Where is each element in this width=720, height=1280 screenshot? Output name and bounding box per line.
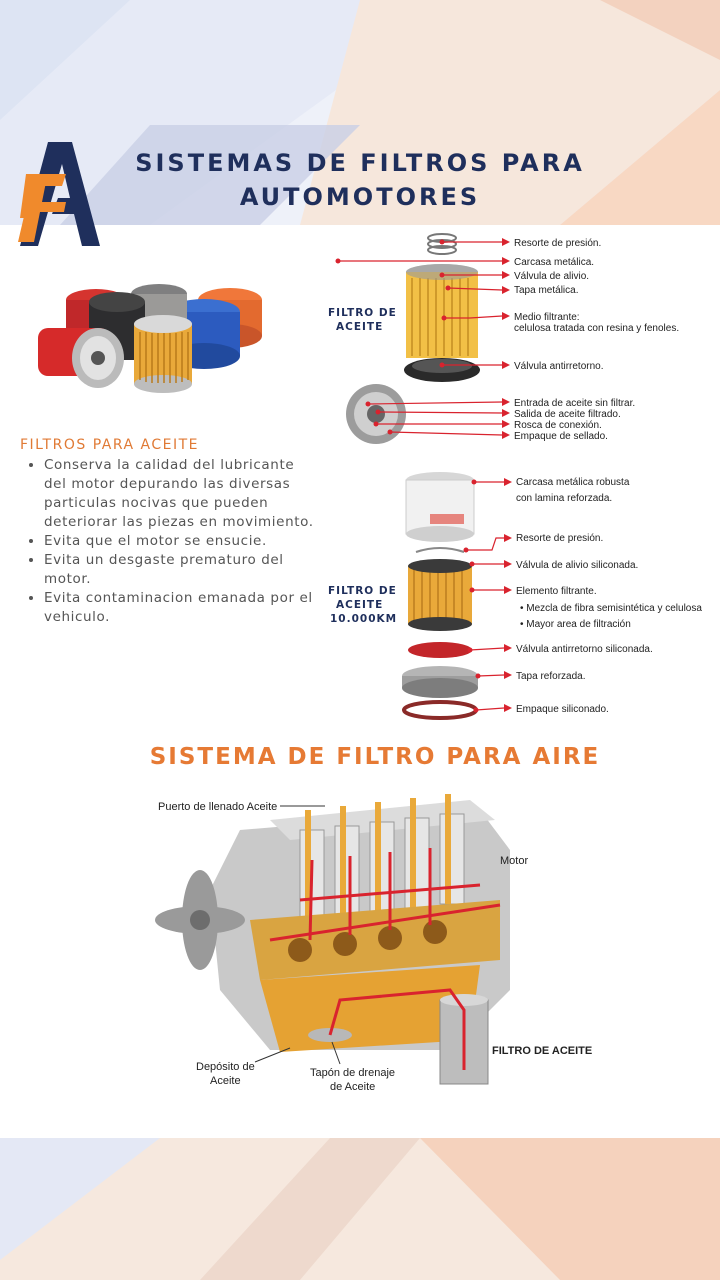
diagram-side-label: FILTRO DE	[328, 307, 397, 319]
diagram-label: Válvula antirretorno siliconada.	[516, 644, 653, 655]
diagram-label: Válvula antirretorno.	[514, 361, 604, 372]
title-line-2: AUTOMOTORES	[239, 183, 481, 211]
diagram-label: Entrada de aceite sin filtrar.	[514, 398, 636, 409]
diagram-label: Salida de aceite filtrado.	[514, 409, 621, 420]
diagram-label: Carcasa metálica.	[514, 257, 595, 268]
oil-filters-photo	[34, 272, 266, 396]
engine-label-fill-port: Puerto de llenado Aceite	[158, 801, 278, 813]
oil-filter-10k-diagram	[320, 466, 720, 728]
list-item: • Conserva la calidad del lubricante del motor depurando las diversas particulas nocivas que pueden deteriorar las piezas en movimiento.	[44, 456, 314, 532]
diagram-label: celulosa tratada con resina y fenoles.	[514, 323, 680, 334]
engine-label-deposit: Aceite	[210, 1075, 241, 1087]
diagram-label: Rosca de conexión.	[514, 420, 602, 431]
list-item: • Evita contaminacion emanada por el vehiculo.	[44, 589, 314, 627]
brand-logo	[18, 142, 100, 246]
diagram-label: Carcasa metálica robusta	[516, 477, 630, 488]
diagram-label: Válvula de alivio.	[514, 271, 590, 282]
diagram-label: con lamina reforzada.	[516, 493, 613, 504]
diagram-label: Elemento filtrante.	[516, 586, 597, 597]
diagram-label: Resorte de presión.	[514, 238, 602, 249]
diagram-side-label: 10.000KM	[330, 613, 398, 625]
diagram-label: Resorte de presión.	[516, 533, 604, 544]
diagram-label: Válvula de alivio siliconada.	[516, 560, 639, 571]
oil-filter-diagram	[320, 228, 720, 448]
title-line-1: SISTEMAS DE FILTROS PARA	[135, 149, 585, 177]
engine-label-oil-filter: FILTRO DE ACEITE	[492, 1045, 593, 1057]
list-item: • Evita un desgaste prematuro del motor.	[44, 551, 314, 589]
engine-label-drain: Tapón de drenaje	[310, 1067, 396, 1079]
diagram-label: Tapa reforzada.	[516, 671, 586, 682]
page-title	[120, 146, 600, 214]
diagram-label: Tapa metálica.	[514, 285, 579, 296]
diagram-label: Empaque de sellado.	[514, 431, 608, 442]
diagram-label: • Mezcla de fibra semisintética y celulosa	[520, 603, 702, 614]
list-item: • Evita que el motor se ensucie.	[44, 532, 314, 551]
engine-label-drain: de Aceite	[330, 1081, 376, 1093]
engine-label-deposit: Depósito de	[196, 1061, 255, 1073]
oil-benefits-list	[26, 456, 314, 627]
diagram-side-label: ACEITE	[336, 599, 384, 611]
diagram-side-label: ACEITE	[336, 321, 384, 333]
diagram-side-label: FILTRO DE	[328, 585, 397, 597]
diagram-label: Empaque siliconado.	[516, 704, 609, 715]
air-section-title: SISTEMA DE FILTRO PARA AIRE	[149, 744, 601, 770]
oil-section-heading: FILTROS PARA ACEITE	[20, 437, 199, 453]
diagram-label: Medio filtrante:	[514, 312, 580, 323]
diagram-label: • Mayor area de filtración	[520, 619, 631, 630]
engine-lubrication-diagram	[150, 790, 600, 1100]
engine-label-motor: Motor	[500, 855, 529, 867]
